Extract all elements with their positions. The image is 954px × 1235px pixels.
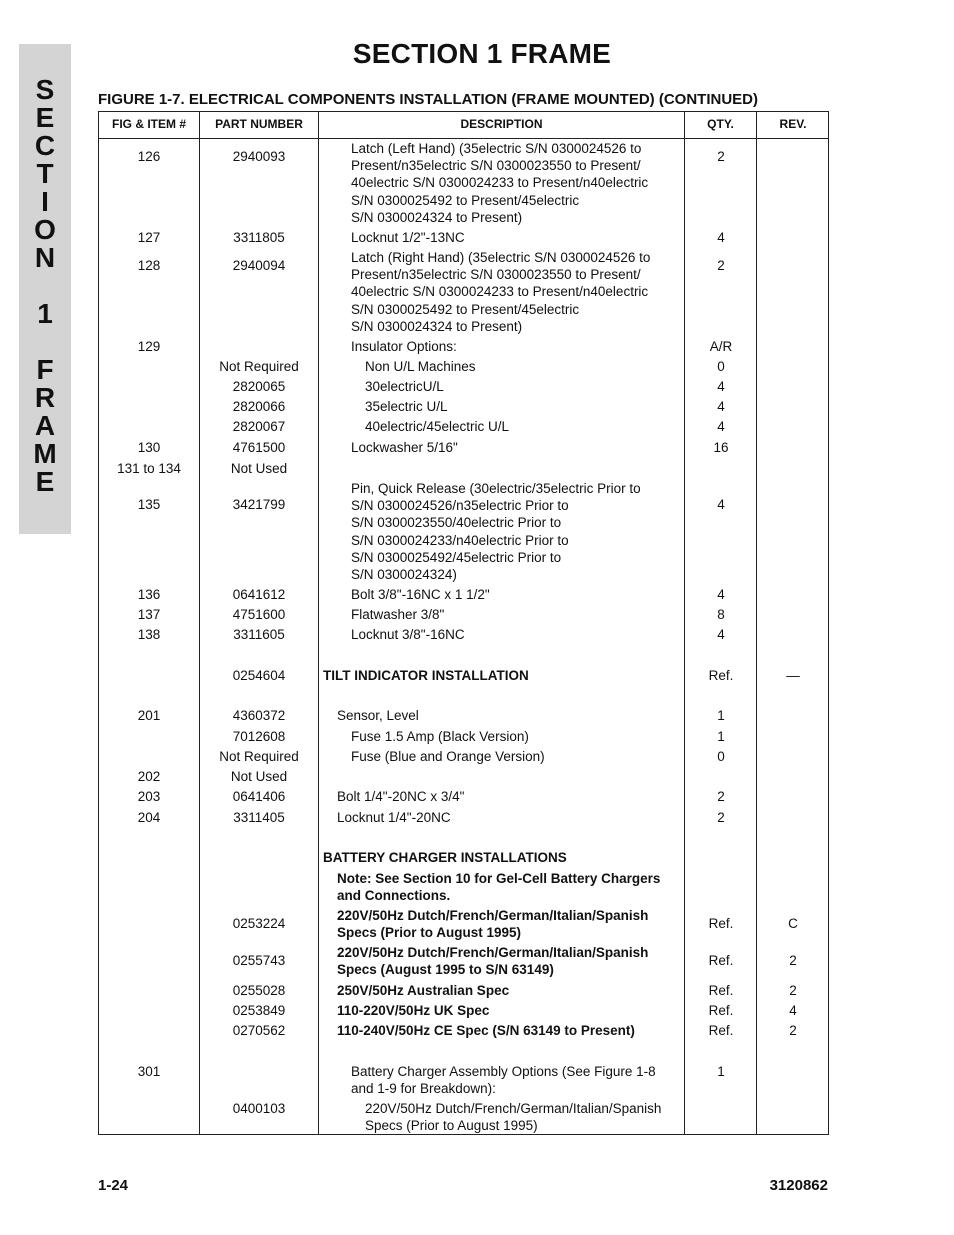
description-line: 30electricU/L (365, 379, 444, 394)
fig-item-cell: 301 (137, 1064, 161, 1079)
qty-cell: 4 (717, 497, 725, 512)
description-line: Present/n35electric S/N 0300023550 to Present/ (351, 158, 641, 174)
section-title: SECTION 1 FRAME (352, 38, 612, 69)
qty-cell: Ref. (708, 668, 734, 683)
qty-cell: Ref. (708, 1023, 734, 1038)
qty-cell: 4 (717, 399, 725, 414)
description-line: and Connections. (337, 888, 451, 904)
qty-cell: 16 (713, 440, 729, 455)
description-line: S/N 0300024324 to Present) (351, 209, 523, 225)
qty-cell: Ref. (708, 953, 734, 968)
qty-cell: 2 (717, 258, 725, 273)
rev-cell: 2 (789, 1023, 797, 1038)
fig-item-cell: 203 (137, 789, 161, 804)
side-tab-letter: R (34, 382, 56, 413)
part-number-cell: 0641612 (232, 587, 286, 602)
description-line: Note: See Section 10 for Gel-Cell Battery Chargers (337, 871, 661, 886)
description-line: S/N 0300025492 to Present/45electric (351, 301, 580, 317)
side-tab-letter: O (34, 214, 56, 245)
rev-cell: — (786, 668, 800, 683)
part-number-cell: 2940094 (232, 258, 286, 273)
column-divider (684, 112, 685, 1134)
side-tab-letter (19, 328, 71, 356)
side-tab-letter: S (35, 74, 55, 105)
qty-cell: 0 (717, 359, 725, 374)
side-tab-letter: F (36, 354, 54, 385)
side-tab-letter: E (35, 466, 55, 497)
part-number-cell: 2820066 (232, 399, 286, 414)
part-number-cell: 0400103 (232, 1101, 286, 1116)
side-tab-letter: A (34, 410, 56, 441)
parts-table (98, 111, 829, 1135)
side-tab-letter: N (34, 242, 56, 273)
qty-cell: Ref. (708, 1003, 734, 1018)
part-number-cell: 7012608 (232, 729, 286, 744)
description-line: 250V/50Hz Australian Spec (337, 983, 510, 998)
description-line: 110-220V/50Hz UK Spec (337, 1003, 490, 1018)
rev-cell: 2 (789, 953, 797, 968)
qty-cell: 1 (717, 1064, 725, 1079)
header-description: DESCRIPTION (460, 117, 543, 131)
description-line: TILT INDICATOR INSTALLATION (323, 668, 529, 683)
part-number-cell: 4751600 (232, 607, 286, 622)
part-number-cell: 3311605 (233, 627, 285, 642)
part-number-cell: 0255743 (232, 953, 286, 968)
description-line: S/N 0300025492/45electric Prior to (351, 549, 562, 565)
qty-cell: 4 (717, 627, 725, 642)
qty-cell: Ref. (708, 916, 734, 931)
side-tab-letter: C (34, 130, 56, 161)
fig-item-cell: 137 (137, 607, 161, 622)
description-line: S/N 0300024324 to Present) (351, 318, 523, 334)
description-line: Non U/L Machines (365, 359, 476, 374)
part-number-cell: Not Used (230, 769, 288, 784)
fig-item-cell: 126 (137, 149, 161, 164)
qty-cell: 2 (717, 810, 725, 825)
description-line: Latch (Right Hand) (35electric S/N 0300024526 to (351, 250, 651, 265)
description-line: Locknut 1/4"-20NC (337, 810, 451, 825)
fig-item-cell: 201 (137, 708, 161, 723)
part-number-cell: 0255028 (232, 983, 286, 998)
description-line: 220V/50Hz Dutch/French/German/Italian/Spanish (337, 908, 649, 923)
description-line: S/N 0300024324) (351, 567, 457, 582)
description-line: S/N 0300024526/n35electric Prior to (351, 498, 569, 514)
description-line: S/N 0300025492 to Present/45electric (351, 192, 580, 208)
header-part-number: PART NUMBER (215, 117, 303, 131)
fig-item-cell: 204 (137, 810, 161, 825)
description-line: Specs (Prior to August 1995) (337, 925, 522, 941)
part-number-cell: 3421799 (232, 497, 286, 512)
part-number-cell: 0253849 (232, 1003, 286, 1018)
qty-cell: 0 (717, 749, 725, 764)
fig-item-cell: 138 (137, 627, 161, 642)
part-number-cell: 2940093 (232, 149, 286, 164)
part-number-cell: 3311805 (233, 230, 285, 245)
fig-item-cell: 129 (137, 339, 161, 354)
side-tab-letter: 1 (37, 298, 53, 329)
fig-item-cell: 202 (137, 769, 161, 784)
page-number: 1-24 (98, 1177, 129, 1194)
header-qty: QTY. (707, 117, 734, 131)
description-line: Pin, Quick Release (30electric/35electric Prior to (351, 481, 641, 496)
part-number-cell: 4761500 (232, 440, 286, 455)
description-line: 35electric U/L (365, 399, 448, 414)
description-line: Latch (Left Hand) (35electric S/N 0300024526 to (351, 141, 642, 156)
part-number-cell: 4360372 (232, 708, 286, 723)
fig-item-cell: 131 to 134 (117, 461, 181, 476)
description-line: Locknut 3/8"-16NC (351, 627, 465, 642)
description-line: Battery Charger Assembly Options (See Figure 1-8 (351, 1064, 656, 1079)
side-tab-letter (19, 272, 71, 300)
part-number-cell: Not Required (219, 359, 299, 374)
description-line: Fuse 1.5 Amp (Black Version) (351, 729, 529, 744)
qty-cell: 2 (717, 789, 725, 804)
header-divider (99, 138, 828, 139)
document-number: 3120862 (769, 1177, 828, 1194)
side-tab-letter: M (33, 438, 57, 469)
description-line: BATTERY CHARGER INSTALLATIONS (323, 850, 567, 865)
side-tab-letter: I (41, 186, 49, 217)
description-line: Locknut 1/2"-13NC (351, 230, 465, 245)
description-line: 220V/50Hz Dutch/French/German/Italian/Spanish (365, 1101, 662, 1116)
description-line: 40electric/45electric U/L (365, 419, 510, 434)
description-line: Specs (Prior to August 1995) (365, 1118, 538, 1134)
rev-cell: 2 (789, 983, 797, 998)
description-line: Sensor, Level (337, 708, 419, 723)
description-line: Present/n35electric S/N 0300023550 to Present/ (351, 267, 641, 283)
qty-cell: 4 (717, 419, 725, 434)
side-tab-letters (19, 76, 71, 496)
description-line: 110-240V/50Hz CE Spec (S/N 63149 to Present) (337, 1023, 635, 1038)
part-number-cell: 0270562 (232, 1023, 286, 1038)
column-divider (756, 112, 757, 1134)
qty-cell: 2 (717, 149, 725, 164)
description-line: 220V/50Hz Dutch/French/German/Italian/Spanish (337, 945, 649, 960)
part-number-cell: 0641406 (232, 789, 286, 804)
qty-cell: 1 (717, 708, 725, 723)
description-line: S/N 0300023550/40electric Prior to (351, 515, 562, 531)
fig-item-cell: 135 (137, 497, 161, 512)
fig-item-cell: 130 (137, 440, 161, 455)
fig-item-cell: 128 (137, 258, 161, 273)
side-tab-letter: E (35, 102, 55, 133)
description-line: Fuse (Blue and Orange Version) (351, 749, 545, 764)
description-line: Bolt 1/4"-20NC x 3/4" (337, 789, 465, 804)
rev-cell: 4 (789, 1003, 797, 1018)
part-number-cell: 3311405 (233, 810, 285, 825)
description-line: Flatwasher 3/8" (351, 607, 445, 622)
part-number-cell: 2820067 (232, 419, 286, 434)
qty-cell: Ref. (708, 983, 734, 998)
description-line: Bolt 3/8"-16NC x 1 1/2" (351, 587, 490, 602)
part-number-cell: 2820065 (232, 379, 286, 394)
part-number-cell: 0254604 (232, 668, 286, 683)
qty-cell: 4 (717, 587, 725, 602)
part-number-cell: Not Used (230, 461, 288, 476)
qty-cell: 4 (717, 379, 725, 394)
qty-cell: A/R (709, 339, 733, 354)
section-side-tab (19, 44, 71, 534)
fig-item-cell: 127 (137, 230, 161, 245)
description-line: 40electric S/N 0300024233 to Present/n40electric (351, 175, 649, 191)
side-tab-letter: T (36, 158, 54, 189)
qty-cell: 4 (717, 230, 725, 245)
description-line: and 1-9 for Breakdown): (351, 1081, 496, 1097)
description-line: Lockwasher 5/16" (351, 440, 458, 455)
description-line: Insulator Options: (351, 339, 457, 354)
description-line: Specs (August 1995 to S/N 63149) (337, 962, 554, 978)
description-line: S/N 0300024233/n40electric Prior to (351, 532, 569, 548)
header-rev: REV. (779, 117, 807, 131)
header-fig-item: FIG & ITEM # (111, 117, 186, 131)
figure-title: FIGURE 1-7. ELECTRICAL COMPONENTS INSTALLATION (FRAME MOUNTED) (CONTINUED) (98, 91, 758, 108)
qty-cell: 1 (717, 729, 725, 744)
rev-cell: C (788, 916, 798, 931)
fig-item-cell: 136 (137, 587, 161, 602)
qty-cell: 8 (717, 607, 725, 622)
part-number-cell: Not Required (219, 749, 299, 764)
part-number-cell: 0253224 (232, 916, 286, 931)
description-line: 40electric S/N 0300024233 to Present/n40electric (351, 284, 649, 300)
column-divider (318, 112, 319, 1134)
